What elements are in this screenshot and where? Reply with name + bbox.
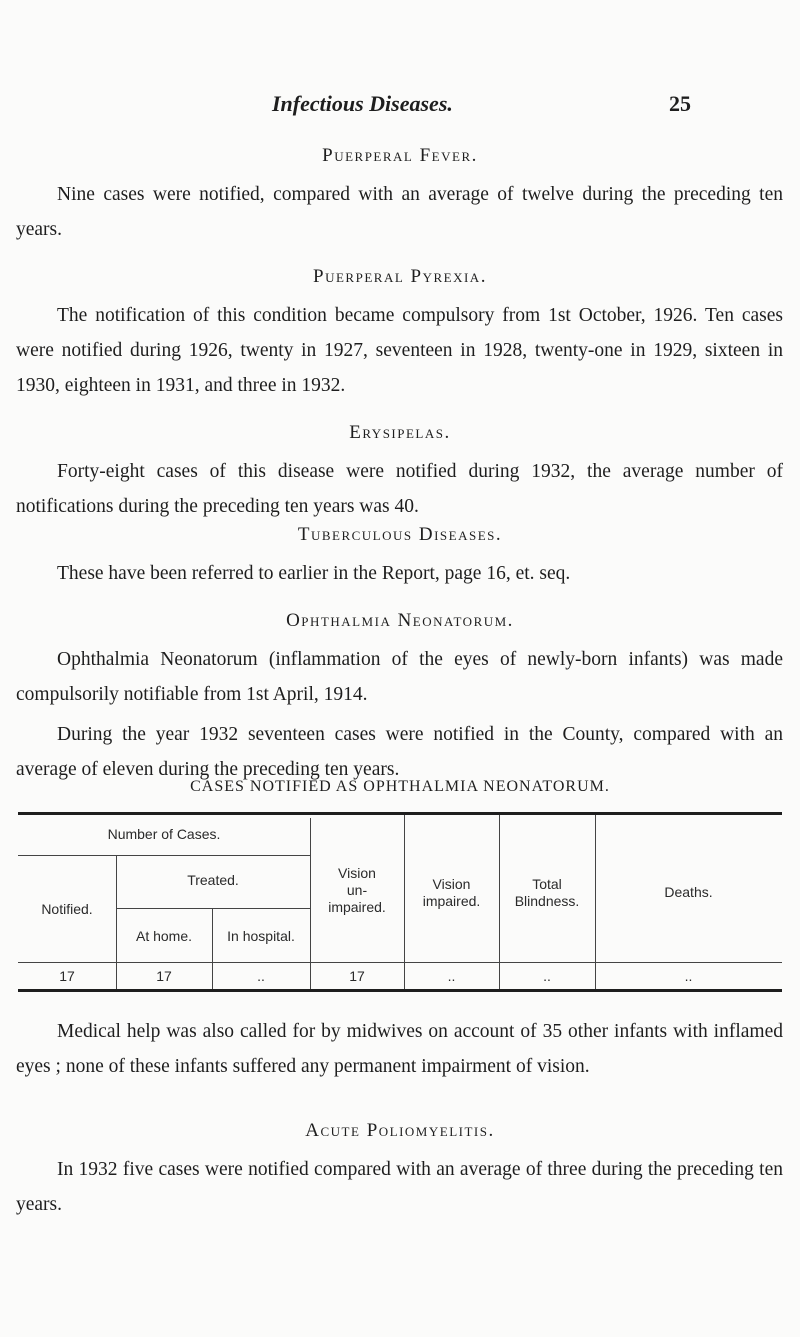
para-tuberculous: These have been referred to earlier in the Report, page 16, et. seq. — [57, 563, 571, 584]
running-title: Infectious Diseases. — [272, 91, 453, 116]
header-notified: Notified. — [41, 901, 93, 917]
para-ophthalmia-2: During the year 1932 seventeen cases were notified in the County, compared with an average of eleven during the preceding ten years. — [16, 724, 783, 780]
vrule-6 — [595, 815, 596, 989]
cell-in-hospital: .. — [257, 968, 265, 984]
heading-ophthalmia: Ophthalmia Neonatorum. — [286, 610, 514, 631]
cell-vision-unimpaired: 17 — [349, 968, 365, 984]
table-caption: CASES NOTIFIED AS OPHTHALMIA NEONATORUM. — [190, 778, 610, 795]
para-puerperal-fever: Nine cases were notified, compared with an average of twelve during the preceding ten years. — [16, 184, 783, 240]
rule-number-of-cases — [18, 855, 310, 856]
page-number: 25 — [669, 91, 691, 116]
para-medical-help: Medical help was also called for by midwives on account of 35 other infants with inflamed eyes ; none of these infants suffered any permanent impairment of vision. — [16, 1021, 783, 1077]
heading-tuberculous: Tuberculous Diseases. — [297, 524, 503, 545]
cell-at-home: 17 — [156, 968, 172, 984]
cell-vision-impaired: .. — [447, 968, 456, 984]
header-number-of-cases: Number of Cases. — [107, 826, 221, 842]
rule-treated — [116, 908, 310, 909]
para-erysipelas: Forty-eight cases of this disease were notified during 1932, the average number of notifications during the preceding ten years was 40. — [16, 461, 783, 517]
cell-total-blindness: .. — [543, 968, 551, 984]
cell-deaths: .. — [684, 968, 693, 984]
header-vision-impaired: Vision impaired. — [422, 876, 481, 909]
para-puerperal-pyrexia: The notification of this condition became compulsory from 1st October, 1926. Ten cases were notified during 1926, twenty in 1927, seventeen in 1928, twenty-one in 1929, sixteen in 1930, eighteen in 1931, and three in 1932. — [16, 305, 783, 396]
table-bottom-rule — [18, 989, 782, 992]
para-ophthalmia-1: Ophthalmia Neonatorum (inflammation of the eyes of newly-born infants) was made compulsorily notifiable from 1st April, 1914. — [16, 649, 783, 705]
header-deaths: Deaths. — [664, 884, 713, 900]
cell-notified: 17 — [59, 968, 75, 984]
rule-header-bottom — [18, 962, 782, 963]
heading-erysipelas: Erysipelas. — [349, 422, 451, 443]
heading-puerperal-fever: Puerperal Fever. — [322, 145, 478, 166]
header-at-home: At home. — [135, 928, 193, 944]
header-treated: Treated. — [187, 872, 239, 888]
header-in-hospital: In hospital. — [227, 928, 295, 944]
header-vision-unimpaired: Vision un- impaired. — [328, 865, 386, 915]
table-top-rule — [18, 812, 782, 815]
heading-puerperal-pyrexia: Puerperal Pyrexia. — [313, 266, 487, 287]
para-poliomyelitis: In 1932 five cases were notified compared with an average of three during the preceding ten years. — [16, 1159, 783, 1215]
ophthalmia-table — [18, 812, 782, 992]
heading-poliomyelitis: Acute Poliomyelitis. — [305, 1120, 495, 1141]
header-total-blindness: Total Blindness. — [514, 876, 580, 909]
